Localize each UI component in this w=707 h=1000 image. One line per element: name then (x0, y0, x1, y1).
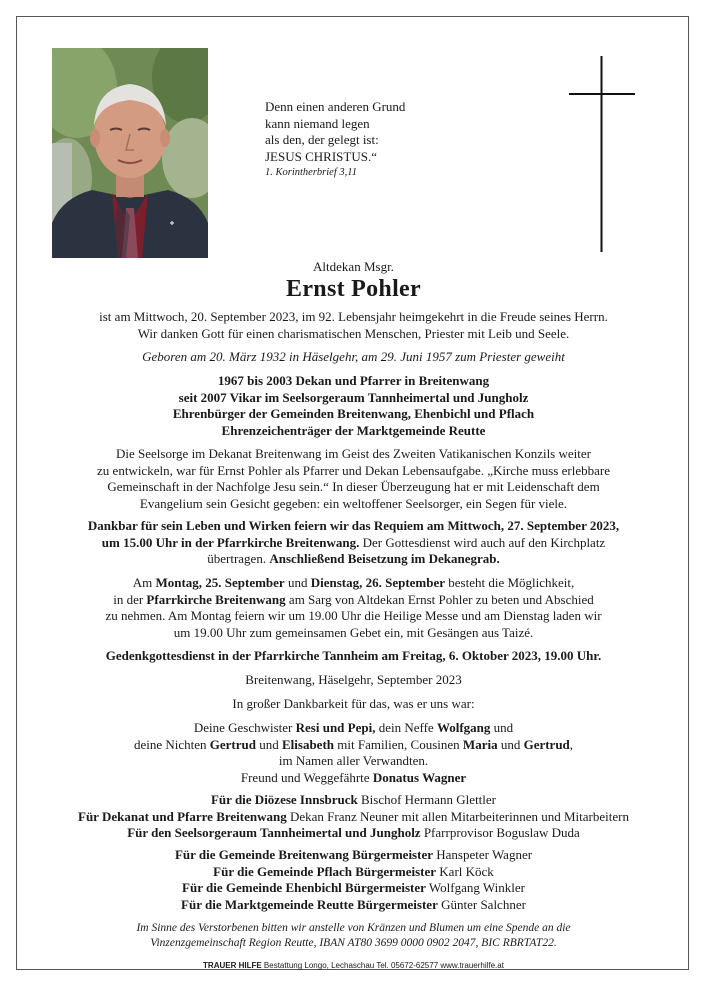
deceased-name: Ernst Pohler (286, 276, 421, 302)
text: dein Neffe (375, 720, 437, 735)
text: und (497, 736, 524, 752)
person: Pfarrprovisor Boguslaw Duda (420, 825, 580, 841)
text: am Sarg von Altdekan Ernst Pohler zu beten und Abschied (285, 591, 594, 607)
org: Für die Gemeinde Ehenbichl Bürgermeister (182, 880, 426, 896)
portrait-photo (52, 48, 208, 258)
text: in der (113, 591, 147, 607)
donation-line: Im Sinne des Verstorbenen bitten wir anstelle von Kränzen und Blumen um eine Spende an die (136, 922, 571, 934)
requiem-broadcast: Der Gottesdienst wird auch auf den Kirchplatz (359, 534, 606, 550)
quote-line: als den, der gelegt ist: (265, 132, 379, 147)
gratitude-line: In großer Dankbarkeit für das, was er uns war: (232, 696, 475, 711)
donation-request (30, 921, 677, 950)
pastoral-line: zu entwickeln, war für Ernst Pohler als Pfarrer und Dekan Lebensaufgabe. „Kirche muss erlebbare (97, 462, 610, 478)
siblings-names: Resi und Pepi, (295, 720, 376, 735)
text: und (490, 720, 514, 735)
person: Wolfgang Winkler (425, 880, 525, 896)
family-line (30, 720, 677, 737)
church-signatories (30, 792, 677, 842)
person: Hanspeter Wagner (432, 847, 533, 862)
church-line (30, 792, 677, 809)
office-line: Ehrenzeichenträger der Marktgemeinde Reutte (221, 422, 486, 438)
requiem-church: um 15.00 Uhr in der Pfarrkirche Breitenwang. (101, 534, 360, 550)
bible-quote (265, 99, 405, 180)
org: Für die Diözese Innsbruck (210, 792, 358, 807)
offices-list (30, 373, 677, 439)
viewing-line: zu nehmen. Am Montag feiern wir um 19.00 Uhr die Heilige Messe und am Dienstag laden wir (105, 608, 602, 624)
municipal-line (30, 880, 677, 897)
intro-line: Wir danken Gott für einen charismatischen Menschen, Priester mit Leib und Seele. (137, 325, 570, 341)
honorific-title: Altdekan Msgr. (313, 259, 394, 274)
undertaker-brand: TRAUER HILFE (203, 961, 262, 970)
nephew-name: Wolfgang (436, 720, 491, 735)
family-line (30, 770, 677, 787)
requiem-line (30, 535, 677, 552)
org: Für die Gemeinde Pflach Bürgermeister (213, 863, 437, 879)
niece-name: Elisabeth (281, 736, 334, 752)
quote-line: JESUS CHRISTUS.“ (265, 148, 377, 164)
pastoral-line: Evangelium sein Gesicht gegeben: ein weltoffener Seelsorger, ein Segen für viele. (139, 495, 568, 511)
donation-line: Vinzenzgemeinschaft Region Reutte, IBAN AT80 3699 0000 0902 2047, BIC RBRTAT22. (150, 936, 557, 949)
requiem-paragraph (30, 518, 677, 568)
undertaker-footer (30, 961, 677, 970)
burial-note: Anschließend Beisetzung im Dekanegrab. (269, 551, 500, 567)
viewing-date-monday: Montag, 25. September (155, 575, 285, 590)
text: Am (132, 575, 156, 590)
org: Für die Marktgemeinde Reutte Bürgermeister (181, 896, 438, 912)
org: Für den Seelsorgeraum Tannheimertal und Jungholz (127, 825, 421, 841)
family-line: im Namen aller Verwandten. (278, 753, 429, 769)
cousin-name: Gertrud (523, 736, 570, 752)
person: Günter Salchner (437, 896, 526, 912)
text: Deine Geschwister (193, 720, 296, 735)
quote-line: Denn einen anderen Grund (265, 99, 406, 114)
church-line (30, 809, 677, 826)
text: und (255, 736, 282, 752)
office-line: 1967 bis 2003 Dekan und Pfarrer in Breitenwang (217, 373, 490, 388)
quote-line: kann niemand legen (265, 115, 370, 131)
undertaker-contact: Bestattung Longo, Lechaschau Tel. 05672-62577 www.trauerhilfe.at (261, 961, 504, 970)
text: mit Familien, Cousinen (334, 736, 463, 752)
viewing-date-tuesday: Dienstag, 26. September (310, 575, 446, 590)
person: Karl Köck (436, 863, 494, 879)
requiem-broadcast-end: übertragen. (207, 551, 270, 567)
text: , (569, 736, 574, 752)
pastoral-line: Gemeinschaft in der Nachfolge Jesu sein.“ In dieser Überzeugung hat er mit Leidenschaft dem (107, 479, 600, 495)
viewing-line (30, 592, 677, 609)
friend-name: Donatus Wagner (372, 769, 467, 785)
cross-icon (569, 56, 635, 252)
requiem-line: Dankbar für sein Leben und Wirken feiern wir das Requiem am Mittwoch, 27. September 2023, (87, 518, 620, 533)
church-line (30, 825, 677, 842)
municipal-signatories (30, 847, 677, 913)
text: Freund und Weggefährte (240, 769, 373, 785)
intro-text (30, 309, 677, 342)
office-line: seit 2007 Vikar im Seelsorgeraum Tannheimertal und Jungholz (178, 389, 529, 405)
municipal-line (30, 897, 677, 914)
place-date: Breitenwang, Häselgehr, September 2023 (245, 672, 462, 687)
memorial-service: Gedenkgottesdienst in der Pfarrkirche Tannheim am Freitag, 6. Oktober 2023, 19.00 Uhr. (105, 648, 602, 663)
municipal-line (30, 864, 677, 881)
viewing-paragraph (30, 575, 677, 641)
quote-source: 1. Korintherbrief 3,11 (265, 167, 357, 178)
person: Bischof Hermann Glettler (357, 792, 496, 807)
niece-name: Gertrud (209, 736, 256, 752)
org: Für Dekanat und Pfarre Breitenwang (78, 808, 287, 824)
birth-ordination-line: Geboren am 20. März 1932 in Häselgehr, am 29. Juni 1957 zum Priester geweiht (142, 349, 565, 364)
text: und (284, 575, 311, 590)
viewing-line (30, 575, 677, 592)
office-line: Ehrenbürger der Gemeinden Breitenwang, Ehenbichl und Pflach (172, 406, 535, 422)
pastoral-line: Die Seelsorge im Dekanat Breitenwang im Geist des Zweiten Vatikanischen Konzils weiter (116, 446, 591, 461)
viewing-church: Pfarrkirche Breitenwang (146, 591, 286, 607)
municipal-line (30, 847, 677, 864)
viewing-line: um 19.00 Uhr zum gemeinsamen Gebet ein, mit Gesängen aus Taizé. (173, 624, 534, 640)
cousin-name: Maria (462, 736, 498, 752)
person: Dekan Franz Neuner mit allen Mitarbeiterinnen und Mitarbeitern (286, 808, 629, 824)
pastoral-paragraph (30, 446, 677, 512)
requiem-line (30, 551, 677, 568)
text: besteht die Möglichkeit, (445, 575, 575, 590)
org: Für die Gemeinde Breitenwang Bürgermeister (174, 847, 433, 862)
text: deine Nichten (133, 736, 210, 752)
intro-line: ist am Mittwoch, 20. September 2023, im 92. Lebensjahr heimgekehrt in die Freude seines Herrn. (99, 309, 608, 324)
family-line (30, 737, 677, 754)
family-signatories (30, 720, 677, 786)
